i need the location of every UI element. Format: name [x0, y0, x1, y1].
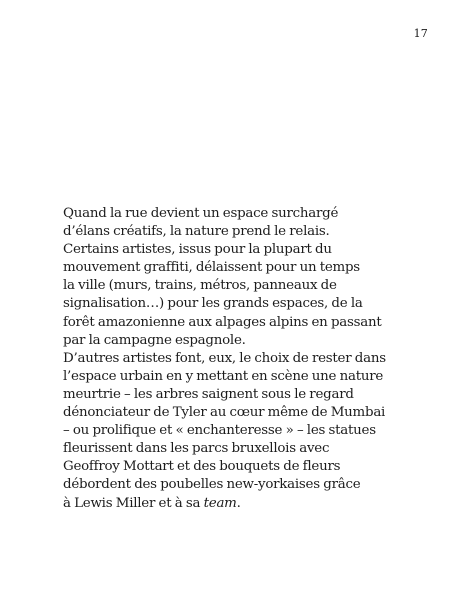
text-line: D’autres artistes font, eux, le choix de rester dans — [63, 350, 386, 366]
text-line: signalisation…) pour les grands espaces, de la — [63, 296, 363, 312]
text-segment: à Lewis Miller et à sa — [63, 495, 204, 511]
text-line: débordent des poubelles new-yorkaises grâce — [63, 477, 361, 493]
text-line: Certains artistes, issus pour la plupart du — [63, 242, 332, 258]
text-line: mouvement graffiti, délaissent pour un temps — [63, 260, 360, 276]
text-line: – ou prolifique et « enchanteresse » – les statues — [63, 423, 376, 439]
text-line: l’espace urbain en y mettant en scène une nature — [63, 368, 384, 384]
text-line: Quand la rue devient un espace surchargé — [63, 206, 339, 221]
emphasized-word: team — [203, 495, 237, 511]
text-line: dénonciateur de Tyler au cœur même de Mumbai — [63, 405, 386, 421]
last-text-line — [63, 495, 403, 513]
text-segment: . — [236, 495, 241, 511]
text-line: meurtrie – les arbres saignent sous le regard — [63, 386, 354, 402]
text-line: par la campagne espagnole. — [63, 332, 246, 348]
text-line: forêt amazonienne aux alpages alpins en passant — [63, 314, 382, 330]
text-line: Geoffroy Mottart et des bouquets de fleurs — [63, 459, 341, 475]
text-line: fleurissent dans les parcs bruxellois avec — [63, 441, 330, 457]
text-line: d’élans créatifs, la nature prend le relais. — [63, 224, 330, 240]
body-paragraph — [63, 205, 403, 513]
page-number: 17 — [413, 27, 428, 40]
text-line: la ville (murs, trains, métros, panneaux de — [63, 278, 337, 294]
